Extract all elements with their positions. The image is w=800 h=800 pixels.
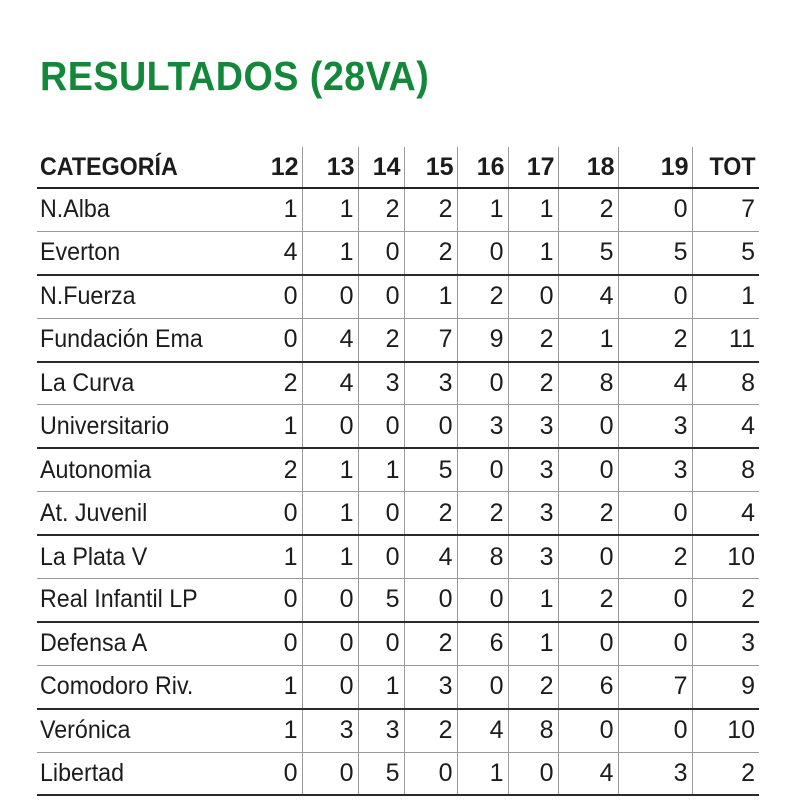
score-cell-12: 1 bbox=[283, 411, 298, 440]
score-cell-19: 4 bbox=[618, 362, 692, 405]
score-cell-19: 0 bbox=[618, 188, 692, 231]
team-name-cell: N.Fuerza bbox=[40, 282, 136, 311]
score-cell-13: 1 bbox=[302, 231, 358, 274]
score-cell-19: 3 bbox=[618, 448, 692, 491]
score-cell-15: 2 bbox=[404, 709, 457, 752]
score-cell-17: 3 bbox=[508, 492, 558, 535]
score-cell-13: 1 bbox=[302, 448, 358, 491]
score-cell-14: 1 bbox=[358, 665, 404, 708]
score-cell-12: 1 bbox=[283, 195, 298, 224]
score-cell-13: 1 bbox=[302, 535, 358, 578]
team-name-cell: Libertad bbox=[40, 759, 125, 788]
score-cell-15: 2 bbox=[404, 188, 457, 231]
table-row bbox=[37, 492, 759, 535]
team-name-cell: Real Infantil LP bbox=[40, 585, 198, 614]
score-cell-total: 5 bbox=[692, 231, 759, 274]
team-name-cell: Defensa A bbox=[40, 629, 148, 658]
score-cell-14: 3 bbox=[358, 709, 404, 752]
score-cell-15: 2 bbox=[404, 622, 457, 665]
results-table bbox=[37, 147, 759, 796]
score-cell-12: 0 bbox=[283, 282, 298, 311]
score-cell-13: 0 bbox=[302, 579, 358, 622]
table-row bbox=[37, 188, 759, 231]
score-cell-14: 0 bbox=[358, 492, 404, 535]
score-cell-18: 0 bbox=[558, 622, 618, 665]
table-row bbox=[37, 318, 759, 361]
score-cell-total: 2 bbox=[692, 752, 759, 795]
score-cell-14: 2 bbox=[358, 188, 404, 231]
table-row bbox=[37, 275, 759, 318]
team-name-cell: Autonomia bbox=[40, 455, 152, 484]
score-cell-total: 4 bbox=[692, 492, 759, 535]
column-header-18: 18 bbox=[558, 147, 618, 188]
score-cell-18: 0 bbox=[558, 405, 618, 448]
score-cell-14: 5 bbox=[358, 579, 404, 622]
score-cell-16: 3 bbox=[457, 405, 508, 448]
score-cell-total: 10 bbox=[692, 535, 759, 578]
column-header-13: 13 bbox=[302, 147, 358, 188]
score-cell-13: 4 bbox=[302, 318, 358, 361]
score-cell-total: 1 bbox=[692, 275, 759, 318]
score-cell-15: 5 bbox=[404, 448, 457, 491]
score-cell-15: 0 bbox=[404, 579, 457, 622]
score-cell-total: 2 bbox=[692, 579, 759, 622]
score-cell-14: 3 bbox=[358, 362, 404, 405]
score-cell-12: 1 bbox=[283, 672, 298, 701]
score-cell-total: 8 bbox=[692, 448, 759, 491]
score-cell-17: 2 bbox=[508, 318, 558, 361]
score-cell-18: 4 bbox=[558, 752, 618, 795]
page-title: RESULTADOS (28VA) bbox=[40, 53, 430, 99]
score-cell-18: 6 bbox=[558, 665, 618, 708]
score-cell-17: 3 bbox=[508, 535, 558, 578]
score-cell-total: 11 bbox=[692, 318, 759, 361]
score-cell-16: 0 bbox=[457, 448, 508, 491]
score-cell-15: 3 bbox=[404, 362, 457, 405]
score-cell-12: 0 bbox=[283, 325, 298, 354]
score-cell-15: 0 bbox=[404, 405, 457, 448]
score-cell-12: 2 bbox=[283, 369, 298, 397]
score-cell-18: 8 bbox=[558, 362, 618, 405]
score-cell-total: 4 bbox=[692, 405, 759, 448]
column-header-12: 12 bbox=[262, 147, 302, 188]
score-cell-17: 2 bbox=[508, 665, 558, 708]
score-cell-15: 2 bbox=[404, 231, 457, 274]
score-cell-17: 0 bbox=[508, 752, 558, 795]
score-cell-15: 3 bbox=[404, 665, 457, 708]
score-cell-18: 4 bbox=[558, 275, 618, 318]
header-row bbox=[37, 147, 759, 188]
column-header-14: 14 bbox=[358, 147, 404, 188]
score-cell-17: 1 bbox=[508, 188, 558, 231]
score-cell-17: 1 bbox=[508, 231, 558, 274]
score-cell-14: 0 bbox=[358, 405, 404, 448]
score-cell-total: 9 bbox=[692, 665, 759, 708]
score-cell-12: 0 bbox=[283, 498, 298, 527]
table-row bbox=[37, 579, 759, 622]
score-cell-19: 0 bbox=[618, 622, 692, 665]
score-cell-16: 6 bbox=[457, 622, 508, 665]
score-cell-16: 0 bbox=[457, 579, 508, 622]
score-cell-19: 7 bbox=[618, 665, 692, 708]
score-cell-16: 2 bbox=[457, 275, 508, 318]
team-name-cell: La Curva bbox=[40, 369, 135, 397]
score-cell-18: 2 bbox=[558, 492, 618, 535]
score-cell-18: 0 bbox=[558, 535, 618, 578]
score-cell-14: 0 bbox=[358, 622, 404, 665]
table-row bbox=[37, 448, 759, 491]
score-cell-12: 2 bbox=[283, 455, 298, 484]
score-cell-14: 5 bbox=[358, 752, 404, 795]
team-name-cell: Universitario bbox=[40, 411, 170, 440]
score-cell-16: 8 bbox=[457, 535, 508, 578]
team-name-cell: At. Juvenil bbox=[40, 498, 148, 527]
score-cell-16: 0 bbox=[457, 665, 508, 708]
table-row bbox=[37, 231, 759, 274]
table-row bbox=[37, 752, 759, 795]
score-cell-12: 1 bbox=[283, 716, 298, 745]
team-name-cell: Comodoro Riv. bbox=[40, 672, 194, 701]
column-header-15: 15 bbox=[404, 147, 457, 188]
score-cell-13: 1 bbox=[302, 188, 358, 231]
score-cell-18: 1 bbox=[558, 318, 618, 361]
column-header-17: 17 bbox=[508, 147, 558, 188]
score-cell-19: 5 bbox=[618, 231, 692, 274]
score-cell-total: 3 bbox=[692, 622, 759, 665]
score-cell-19: 0 bbox=[618, 579, 692, 622]
score-cell-13: 3 bbox=[302, 709, 358, 752]
table-row bbox=[37, 362, 759, 405]
team-name-cell: La Plata V bbox=[40, 542, 148, 571]
score-cell-15: 1 bbox=[404, 275, 457, 318]
table-row bbox=[37, 709, 759, 752]
score-cell-16: 2 bbox=[457, 492, 508, 535]
score-cell-17: 1 bbox=[508, 579, 558, 622]
score-cell-13: 0 bbox=[302, 665, 358, 708]
score-cell-12: 0 bbox=[283, 759, 298, 788]
score-cell-12: 0 bbox=[283, 585, 298, 614]
column-header-19: 19 bbox=[618, 147, 692, 188]
score-cell-13: 0 bbox=[302, 405, 358, 448]
score-cell-15: 0 bbox=[404, 752, 457, 795]
score-cell-17: 1 bbox=[508, 622, 558, 665]
score-cell-19: 3 bbox=[618, 752, 692, 795]
score-cell-19: 0 bbox=[618, 492, 692, 535]
score-cell-18: 2 bbox=[558, 579, 618, 622]
score-cell-12: 4 bbox=[283, 238, 298, 267]
score-cell-19: 2 bbox=[618, 318, 692, 361]
score-cell-13: 1 bbox=[302, 492, 358, 535]
score-cell-16: 4 bbox=[457, 709, 508, 752]
score-cell-17: 0 bbox=[508, 275, 558, 318]
score-cell-19: 0 bbox=[618, 275, 692, 318]
score-cell-18: 0 bbox=[558, 709, 618, 752]
score-cell-14: 0 bbox=[358, 231, 404, 274]
team-name-cell: Everton bbox=[40, 238, 121, 267]
score-cell-15: 2 bbox=[404, 492, 457, 535]
score-cell-17: 2 bbox=[508, 362, 558, 405]
results-body bbox=[37, 188, 759, 795]
score-cell-16: 9 bbox=[457, 318, 508, 361]
score-cell-12: 1 bbox=[283, 542, 298, 571]
score-cell-16: 0 bbox=[457, 231, 508, 274]
column-header-category: CATEGORÍA bbox=[37, 147, 262, 188]
score-cell-16: 0 bbox=[457, 362, 508, 405]
score-cell-19: 2 bbox=[618, 535, 692, 578]
score-cell-18: 5 bbox=[558, 231, 618, 274]
table-row bbox=[37, 405, 759, 448]
score-cell-18: 0 bbox=[558, 448, 618, 491]
score-cell-15: 4 bbox=[404, 535, 457, 578]
score-cell-total: 7 bbox=[692, 188, 759, 231]
score-cell-13: 0 bbox=[302, 275, 358, 318]
score-cell-17: 8 bbox=[508, 709, 558, 752]
team-name-cell: Fundación Ema bbox=[40, 325, 203, 354]
score-cell-13: 0 bbox=[302, 622, 358, 665]
score-cell-total: 8 bbox=[692, 362, 759, 405]
score-cell-17: 3 bbox=[508, 448, 558, 491]
score-cell-total: 10 bbox=[692, 709, 759, 752]
score-cell-17: 3 bbox=[508, 405, 558, 448]
column-header-16: 16 bbox=[457, 147, 508, 188]
score-cell-15: 7 bbox=[404, 318, 457, 361]
score-cell-18: 2 bbox=[558, 188, 618, 231]
score-cell-12: 0 bbox=[283, 629, 298, 658]
score-cell-19: 3 bbox=[618, 405, 692, 448]
table-row bbox=[37, 535, 759, 578]
table-row bbox=[37, 622, 759, 665]
score-cell-14: 0 bbox=[358, 535, 404, 578]
score-cell-16: 1 bbox=[457, 752, 508, 795]
team-name-cell: N.Alba bbox=[40, 195, 110, 224]
score-cell-14: 2 bbox=[358, 318, 404, 361]
table-row bbox=[37, 665, 759, 708]
column-header-total: TOT bbox=[692, 147, 759, 188]
score-cell-13: 4 bbox=[302, 362, 358, 405]
team-name-cell: Verónica bbox=[40, 716, 131, 745]
score-cell-13: 0 bbox=[302, 752, 358, 795]
score-cell-14: 1 bbox=[358, 448, 404, 491]
score-cell-16: 1 bbox=[457, 188, 508, 231]
score-cell-19: 0 bbox=[618, 709, 692, 752]
score-cell-14: 0 bbox=[358, 275, 404, 318]
